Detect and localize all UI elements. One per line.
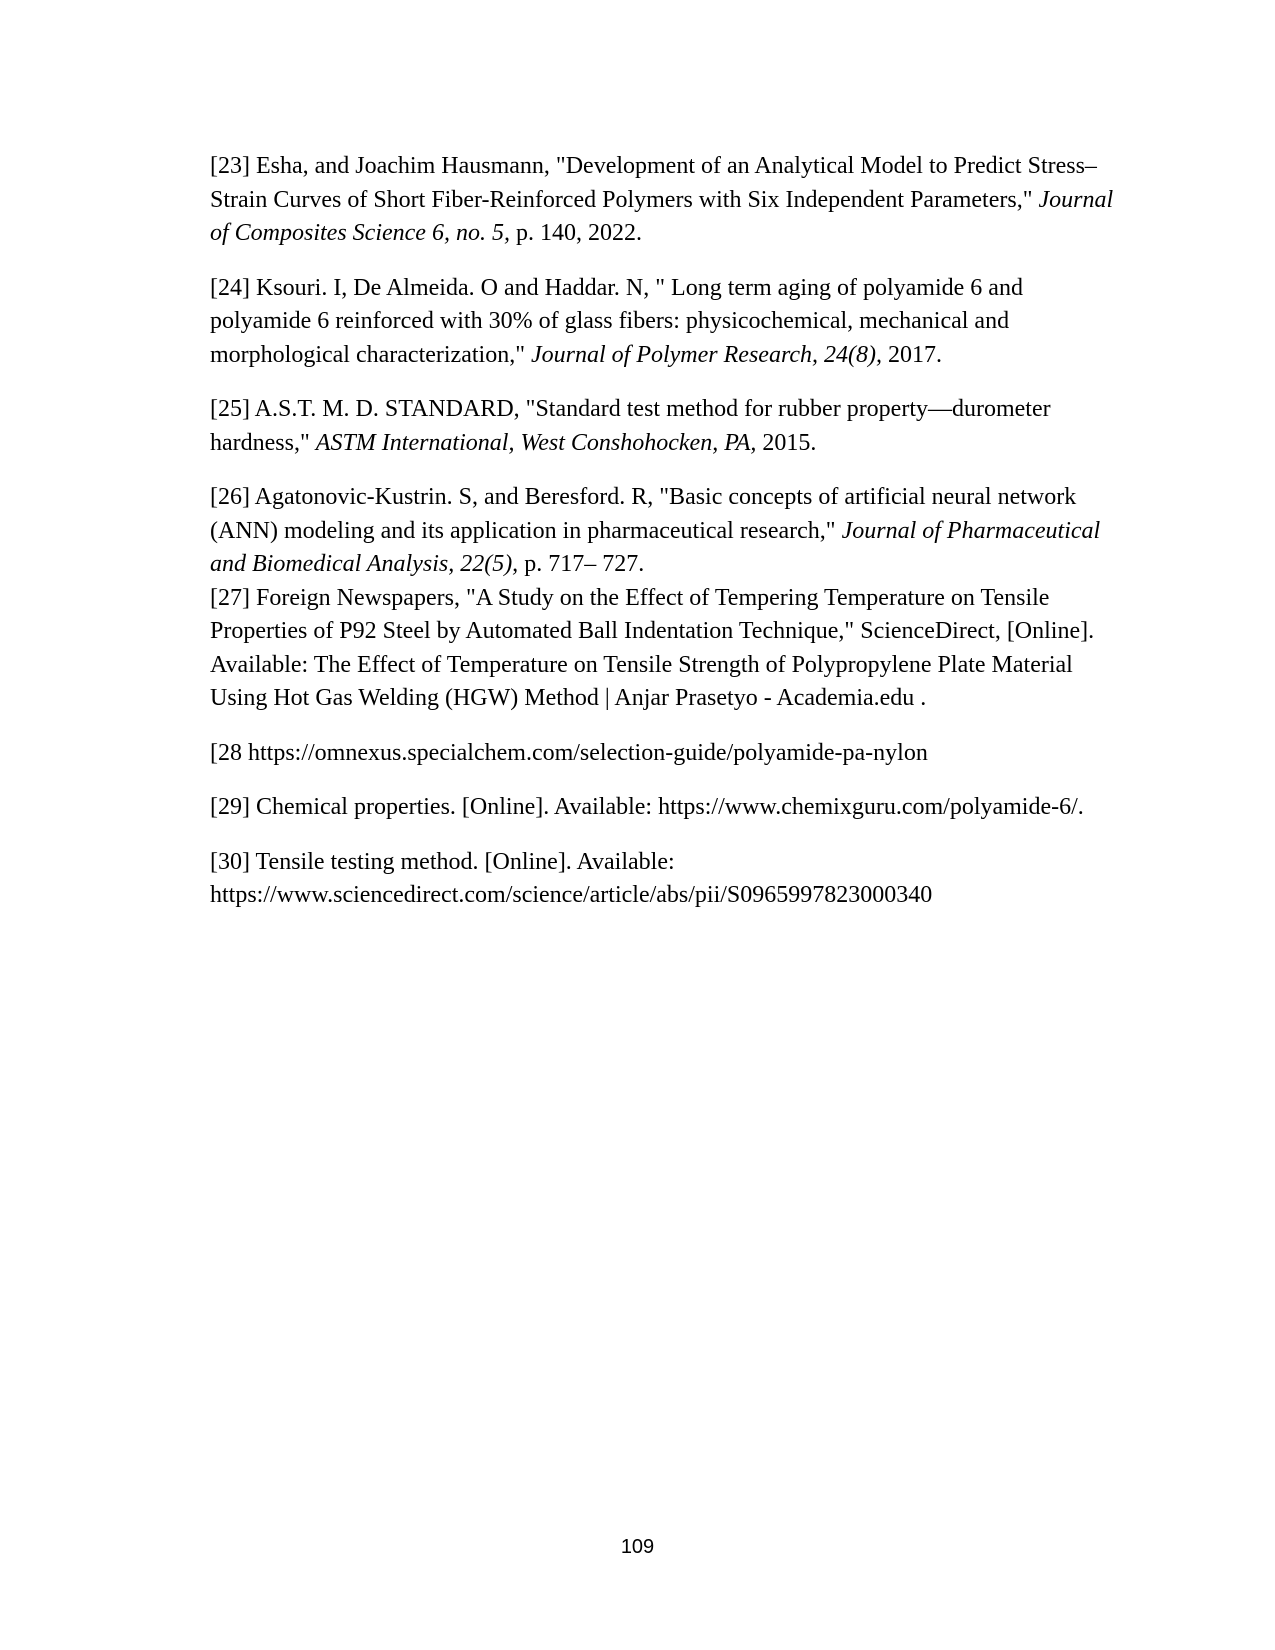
reference-26-journal: Journal of Pharmaceutical and Biomedical Analysis, 22(5), (210, 517, 1101, 577)
reference-28-text: [28 https://omnexus.specialchem.com/selection-guide/polyamide-pa-nylon (210, 739, 928, 766)
reference-24 (210, 272, 1130, 373)
reference-26 (210, 481, 1130, 582)
reference-27 (210, 582, 1130, 716)
reference-26-text: [26] Agatonovic-Kustrin. S, and Beresford. R, "Basic concepts of artificial neural network (ANN) modeling and its application in pharmaceutical research," (210, 484, 1077, 544)
reference-29-text: [29] Chemical properties. [Online]. Available: https://www.chemixguru.com/polyamide-6/. (210, 794, 1084, 820)
reference-25 (210, 393, 1130, 460)
reference-26-details: p. 717– 727. (518, 551, 645, 577)
reference-24-text: [24] Ksouri. I, De Almeida. O and Haddar. N, " Long term aging of polyamide 6 and polyamide 6 reinforced with 30% of glass fibers: physicochemical, mechanical and morphological characterization," (210, 274, 1023, 368)
reference-25-text: [25] A.S.T. M. D. STANDARD, "Standard test method for rubber property—durometer hardness," (210, 396, 1051, 456)
reference-23 (210, 150, 1130, 251)
reference-24-journal: Journal of Polymer Research, 24(8), (531, 341, 883, 368)
page-number: 109 (620, 1536, 655, 1558)
reference-24-details: 2017. (882, 341, 943, 368)
reference-27-text: [27] Foreign Newspapers, "A Study on the Effect of Tempering Temperature on Tensile Properties of P92 Steel by Automated Ball Indentation Technique," ScienceDirect, [Online]. Available: The Effect of Temperature on Tensile Strength of Polypropylene Plate Material Using Hot Gas Welding (HGW) Method | Anjar Prasetyo - Academia.edu . (210, 584, 1095, 711)
reference-30-text: [30] Tensile testing method. [Online]. Available: https://www.sciencedirect.com/science/article/abs/pii/S0965997823000340 (210, 848, 933, 908)
reference-23-text: [23] Esha, and Joachim Hausmann, "Development of an Analytical Model to Predict Stress–Strain Curves of Short Fiber-Reinforced Polymers with Six Independent Parameters," (210, 153, 1097, 213)
reference-23-details: p. 140, 2022. (509, 220, 642, 246)
reference-25-publisher: ASTM International, West Conshohocken, PA, (315, 429, 757, 456)
reference-28 (210, 737, 1130, 771)
reference-30 (210, 846, 1130, 913)
reference-25-details: 2015. (756, 429, 817, 456)
reference-list (210, 150, 1130, 934)
reference-23-journal: Journal of Composites Science 6, no. 5, (210, 186, 1114, 246)
reference-29 (210, 791, 1130, 825)
